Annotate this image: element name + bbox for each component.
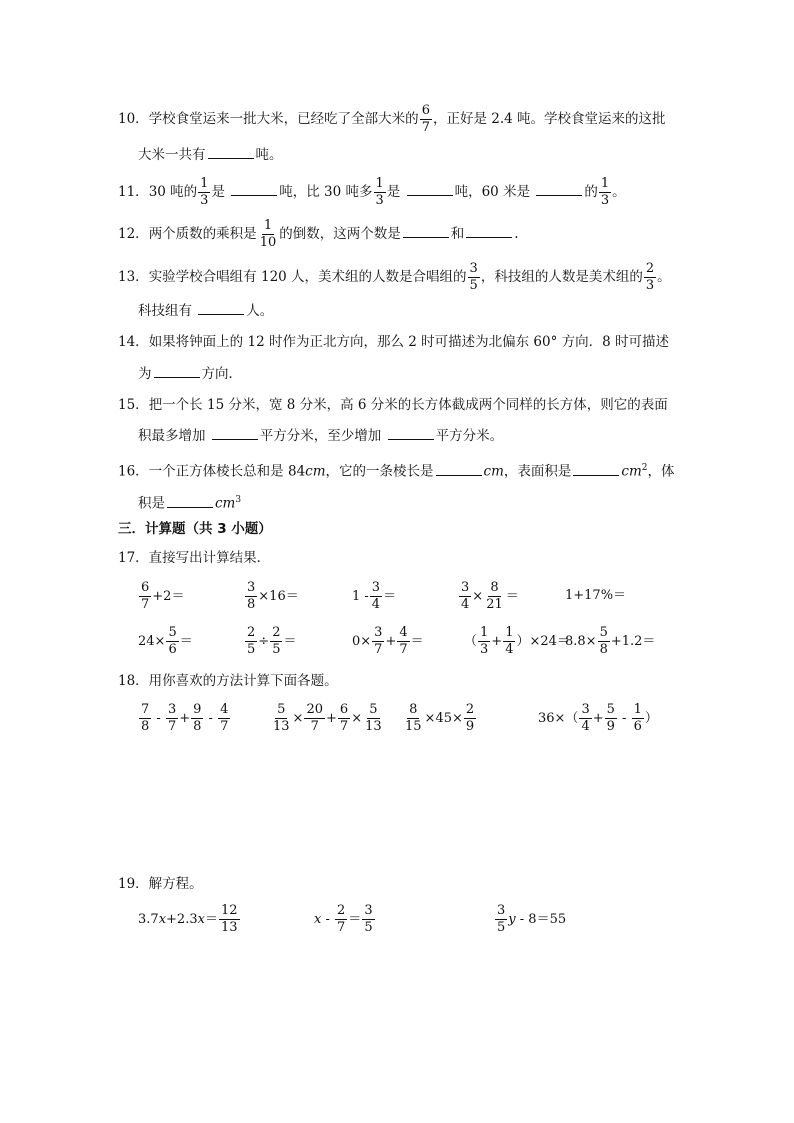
question-15-line-2: 积最多增加 平方分米，至少增加 平方分米。 (138, 428, 504, 444)
answer-blank[interactable] (208, 145, 254, 159)
fraction: $\frac{1}{3}$ (200, 176, 209, 208)
question-12: 12．两个质数的乘积是 $\frac{1}{10}$ 的倒数，这两个数是 和 . (118, 218, 519, 250)
calc-expression: $\frac{2}{5}$ ÷ $\frac{2}{5}$ ＝ (247, 625, 297, 657)
fraction: $\frac{6}{7}$ (421, 103, 430, 135)
calc-expression: 0× $\frac{3}{7}$ + $\frac{4}{7}$ ＝ (352, 625, 424, 657)
question-15-line-1: 15．把一个长 15 分米，宽 8 分米，高 6 分米的长方体截成两个同样的长方体，则它的表面 (118, 397, 668, 413)
answer-blank[interactable] (154, 364, 200, 378)
answer-blank[interactable] (573, 462, 619, 476)
question-19-title: 19．解方程。 (118, 876, 203, 892)
calc-expression: $\frac{6}{7}$ +2＝ (141, 580, 185, 612)
answer-blank[interactable] (407, 182, 453, 196)
fraction: $\frac{1}{3}$ (375, 176, 384, 208)
question-16-line-1: 16．一个正方体棱长总和是 84cm，它的一条棱长是 cm，表面积是 $cm^2$，体 (118, 463, 675, 480)
calc-expression: 36×（ $\frac{3}{4}$ + $\frac{5}{9}$ - $\frac{1}{6}$ ） (538, 702, 658, 734)
calc-expression: $\frac{8}{15}$ ×45× $\frac{2}{9}$ (405, 702, 475, 734)
answer-blank[interactable] (536, 182, 582, 196)
answer-blank[interactable] (167, 494, 213, 508)
question-17-title: 17．直接写出计算结果． (118, 550, 271, 566)
answer-blank[interactable] (198, 301, 244, 315)
fraction: $\frac{1}{3}$ (600, 176, 610, 208)
answer-blank[interactable] (231, 182, 277, 196)
question-11: 11．30 吨的 $\frac{1}{3}$ 是 吨，比 30 吨多 $\frac{1}{3}$ 是 吨，60 米是 的 $\frac{1}{3}$ 。 (118, 176, 626, 208)
calc-expression: 8.8× $\frac{5}{8}$ +1.2＝ (565, 625, 656, 657)
calc-expression: $\frac{3}{4}$ × $\frac{8}{21}$ ＝ (461, 580, 519, 612)
question-14-line-2: 为 方向． (138, 366, 242, 382)
question-13-line-2: 科技组有 人。 (138, 303, 274, 319)
calc-expression: 1 - $\frac{3}{4}$ ＝ (352, 580, 397, 612)
fraction: $\frac{2}{3}$ (645, 261, 655, 293)
calc-expression: （ $\frac{1}{3}$ + $\frac{1}{4}$ ）×24＝ (464, 625, 570, 657)
section-heading: 三．计算题（共 3 小题） (118, 521, 272, 537)
question-10-line-2: 大米一共有 吨。 (138, 147, 283, 163)
question-18-title: 18．用你喜欢的方法计算下面各题。 (118, 673, 338, 689)
calc-expression: 24× $\frac{5}{6}$ ＝ (138, 625, 193, 657)
answer-blank[interactable] (388, 426, 434, 440)
question-14-line-1: 14．如果将钟面上的 12 时作为正北方向，那么 2 时可描述为北偏东 60° 方向．8 时可描述 (118, 334, 670, 350)
fraction: $\frac{1}{10}$ (259, 218, 277, 250)
equation: x - $\frac{2}{7}$ ＝ $\frac{3}{5}$ (314, 903, 373, 935)
answer-blank[interactable] (466, 224, 512, 238)
fraction: $\frac{3}{5}$ (469, 261, 478, 293)
answer-blank[interactable] (436, 462, 482, 476)
question-13-line-1: 13．实验学校合唱组有 120 人，美术组的人数是合唱组的 $\frac{3}{5}$ ，科技组的人数是美术组的 $\frac{2}{3}$ 。 (118, 261, 671, 293)
calc-expression: $\frac{7}{8}$ - $\frac{3}{7}$ + $\frac{9}{8}$ - $\frac{4}{7}$ (141, 702, 229, 734)
calc-expression: 1+17%＝ (565, 588, 627, 603)
answer-blank[interactable] (212, 426, 258, 440)
answer-blank[interactable] (403, 224, 449, 238)
question-10-line-1: 10．学校食堂运来一批大米，已经吃了全部大米的 $\frac{6}{7}$ ，正好是 2.4 吨。学校食堂运来的这批 (118, 103, 666, 135)
equation: 3.7x+2.3x＝ $\frac{12}{13}$ (138, 903, 238, 935)
question-16-line-2: 积是 $cm^3$ (138, 495, 242, 512)
equation: $\frac{3}{5}$ y - 8＝55 (497, 903, 567, 935)
calc-expression: $\frac{3}{8}$ ×16＝ (247, 580, 299, 612)
calc-expression: $\frac{5}{13}$ × $\frac{20}{7}$ + $\frac{6}{7}$ × $\frac{5}{13}$ (273, 702, 382, 734)
